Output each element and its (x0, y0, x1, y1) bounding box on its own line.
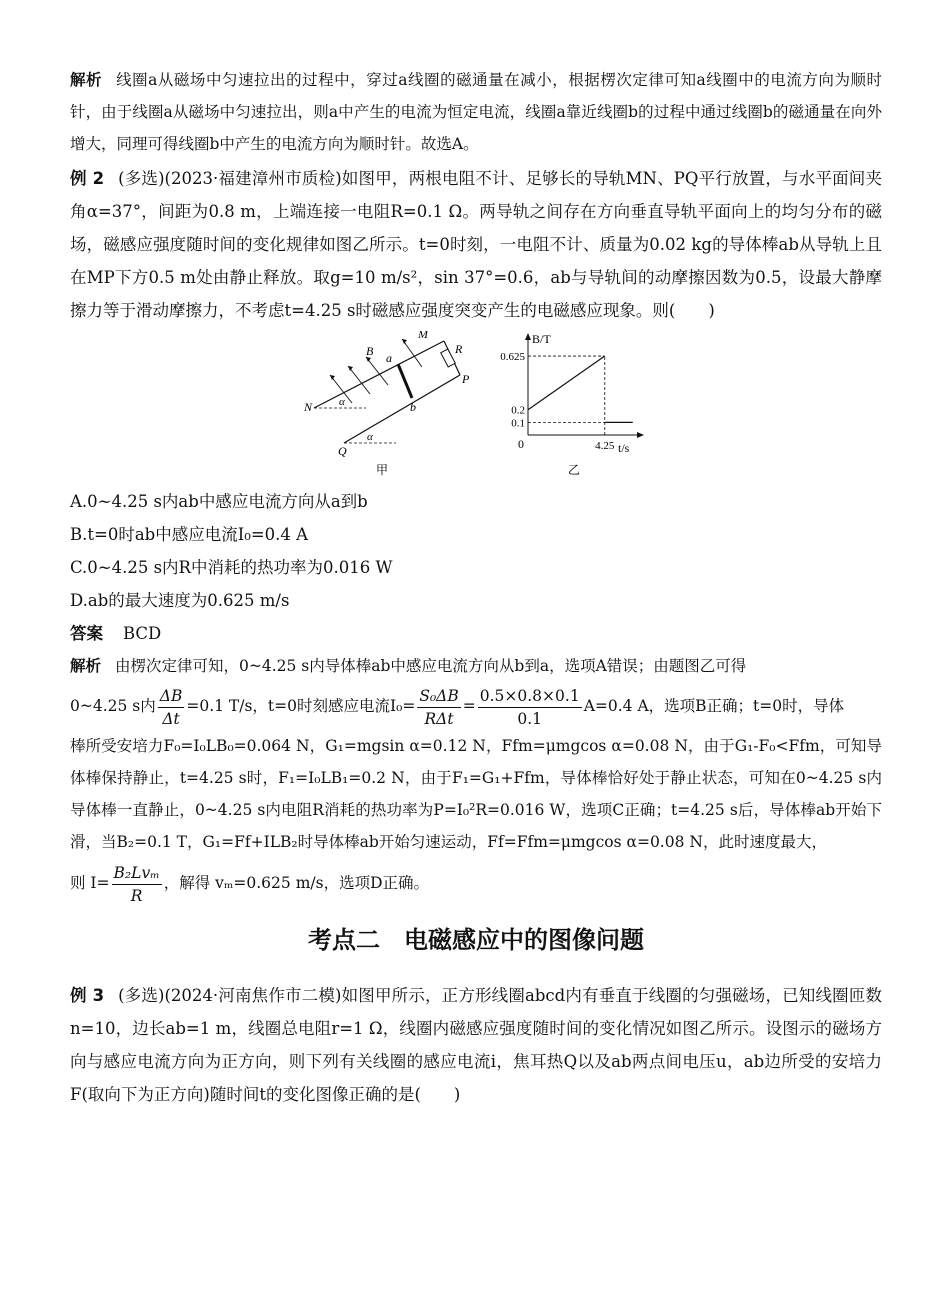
solution-line-4 (70, 858, 882, 908)
section-title: 考点二 电磁感应中的图像问题 (308, 926, 644, 954)
example-2-label: 例 2 (70, 169, 105, 188)
fraction-I (112, 862, 162, 907)
answer-label: 答案 (70, 624, 103, 643)
solution-line-1 (70, 650, 882, 682)
x-axis-label: t/s (618, 441, 630, 455)
example-2-question (70, 162, 882, 327)
label-N: N (304, 400, 313, 414)
solution-eq-sign: = (462, 697, 476, 715)
solution-text-4b: ，解得 vₘ=0.625 m/s，选项D正确。 (163, 874, 429, 892)
option-b[interactable]: B.t=0时ab中感应电流I₀=0.4 A (70, 525, 309, 544)
label-M: M (418, 331, 428, 341)
example-2-figures (70, 331, 882, 479)
x-axis-arrow (637, 432, 644, 438)
solution-line-2 (70, 682, 882, 730)
solution-text-2c: A=0.4 A，选项B正确；t=0时，导体 (583, 697, 845, 715)
fraction-I-den: R (130, 886, 143, 905)
x-tick-label-0: 4.25 (595, 440, 615, 452)
example-3-text: (多选)(2024·河南焦作市二模)如图甲所示，正方形线圈abcd内有垂直于线圈的匀强磁场，已知线圈匝数n=10，边长ab=1 m，线圈总电阻r=1 Ω，线圈内磁感应强度随时间的变化情况如图乙所示。设图示的磁场方向与感应电流方向为正方向，则下列有关线圈的感应电流i，焦耳热Q以及ab两点间电压u，ab边所受的安培力F(取向下为正方向)随时间t的变化图像正确的是( ) (70, 986, 882, 1104)
solution-text-2b: =0.1 T/s，t=0时刻感应电流I₀= (186, 697, 416, 715)
series-line-0 (528, 356, 605, 410)
fraction-current-den: RΔt (424, 709, 454, 728)
label-Q: Q (338, 444, 347, 458)
solution-label: 解析 (70, 657, 102, 675)
page (70, 64, 882, 1111)
label-alpha-1: α (339, 396, 345, 408)
solution-text-1: 由楞次定律可知，0~4.25 s内导体棒ab中感应电流方向从b到a，选项A错误；由题图乙可得 (115, 657, 747, 675)
solution-line-3: 棒所受安培力F₀=I₀LB₀=0.064 N，G₁=mgsin α=0.12 N，Ffm=μmgcos α=0.08 N，由于G₁-F₀<Ffm，可知导体棒保持静止，t=4.25 s时，F₁=I₀LB₁=0.2 N，由于F₁=G₁+Ffm，导体棒恰好处于静止状态，可知在0~4.25 s内导体棒一直静止，0~4.25 s内电阻R消耗的热功率为P=I₀²R=0.016 W，选项C正确；t=4.25 s后，导体棒ab开始下滑，当B₂=0.1 T，G₁=Ff+ILB₂时导体棒ab开始匀速运动，Ff=Ffm=μmgcos α=0.08 N，此时速度最大， (70, 737, 882, 851)
fraction-I-num: B₂Lvₘ (112, 862, 162, 885)
chart-yi (490, 331, 660, 479)
y-axis-label: B/T (532, 332, 551, 346)
y-tick-label-2: 0.1 (511, 417, 525, 430)
caption-yi: 乙 (568, 463, 581, 477)
label-alpha-2: α (367, 431, 373, 443)
label-a: a (386, 351, 392, 365)
example-2-text: (多选)(2023·福建漳州市质检)如图甲，两根电阻不计、足够长的导轨MN、PQ平行放置，与水平面间夹角α=37°，间距为0.8 m，上端连接一电阻R=0.1 Ω。两导轨之间存在方向垂直导轨平面向上的均匀分布的磁场，磁感应强度随时间的变化规律如图乙所示。t=0时刻，一电阻不计、质量为0.02 kg的导体棒ab从导轨上且在MP下方0.5 m处由静止释放。取g=10 m/s²，sin 37°=0.6，ab与导轨间的动摩擦因数为0.5，设最大静摩擦力等于滑动摩擦力，不考虑t=4.25 s时磁感应强度突变产生的电磁感应现象。则( ) (70, 169, 882, 320)
origin-label: 0 (518, 437, 524, 451)
y-axis-arrow (525, 333, 531, 340)
fraction-numeric (478, 685, 582, 730)
label-B: B (366, 344, 374, 358)
example-3-question (70, 979, 882, 1111)
label-R: R (455, 342, 463, 356)
fraction-numeric-den: 0.1 (517, 709, 543, 728)
y-tick-label-0: 0.625 (500, 351, 525, 364)
option-d[interactable]: D.ab的最大速度为0.625 m/s (70, 591, 290, 610)
figure-jia (304, 331, 474, 479)
fraction-dB-dt-den: Δt (162, 709, 180, 728)
fraction-current-num: S₀ΔB (417, 685, 460, 708)
solution-text-4a: 则 I= (70, 874, 110, 892)
answer (70, 617, 882, 650)
fraction-current (417, 685, 460, 730)
option-c[interactable]: C.0~4.25 s内R中消耗的热功率为0.016 W (70, 558, 393, 577)
fraction-dB-dt-num: ΔB (158, 685, 185, 708)
fraction-dB-dt (158, 685, 185, 730)
y-tick-label-1: 0.2 (511, 404, 525, 417)
option-a[interactable]: A.0~4.25 s内ab中感应电流方向从a到b (70, 492, 368, 511)
solution-text-2a: 0~4.25 s内 (70, 697, 156, 715)
fraction-numeric-num: 0.5×0.8×0.1 (478, 685, 582, 708)
example-3-label: 例 3 (70, 986, 105, 1005)
answer-value: BCD (123, 624, 162, 643)
label-P: P (462, 372, 470, 386)
prev-solution-label: 解析 (70, 71, 103, 89)
label-b: b (410, 400, 416, 414)
prev-solution-text: 线圈a从磁场中匀速拉出的过程中，穿过a线圈的磁通量在减小，根据楞次定律可知a线圈中的电流方向为顺时针，由于线圈a从磁场中匀速拉出，则a中产生的电流为恒定电流，线圈a靠近线圈b的过程中通过线圈b的磁通量在向外增大，同理可得线圈b中产生的电流方向为顺时针。故选A。 (70, 71, 882, 153)
caption-jia: 甲 (376, 463, 389, 477)
prev-solution (70, 64, 882, 160)
